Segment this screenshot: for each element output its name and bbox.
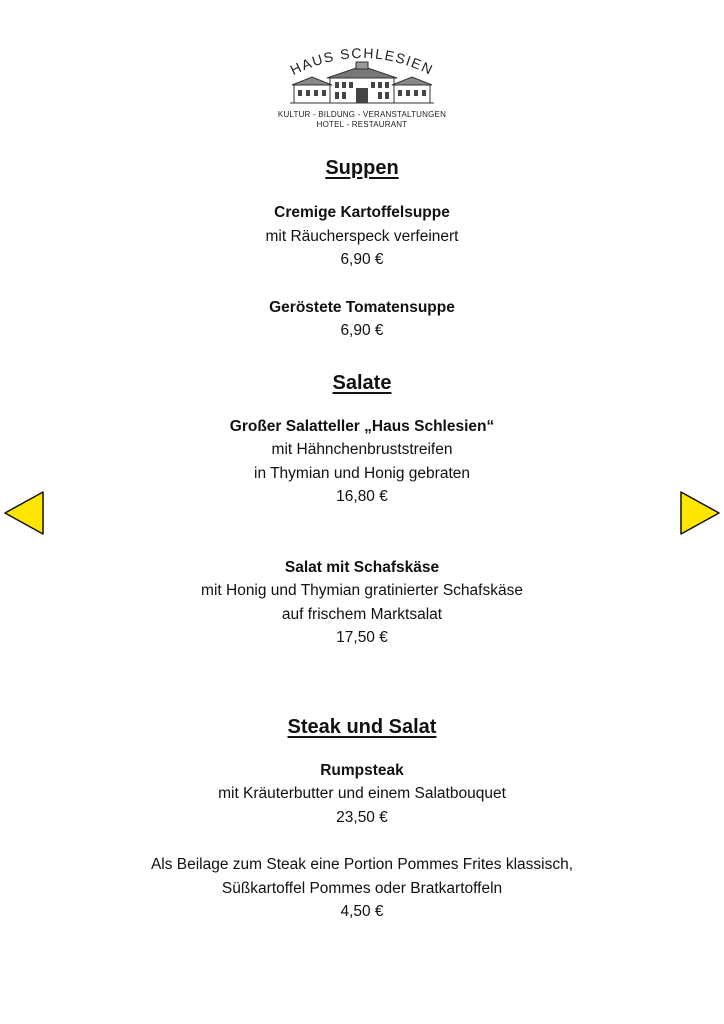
- item-name: Großer Salatteller „Haus Schlesien“: [229, 417, 495, 435]
- menu: [0, 150, 724, 924]
- arrow-left-icon[interactable]: [3, 490, 45, 536]
- item-description: Als Beilage zum Steak eine Portion Pommes Frites klassisch,: [150, 856, 574, 873]
- haus-schlesien-logo-graphic: [282, 40, 442, 110]
- section-title-steak-und-salat: Steak und Salat: [287, 715, 437, 738]
- item-name: Salat mit Schafskäse: [284, 558, 440, 576]
- item-price: 6,90 €: [340, 322, 384, 339]
- arrow-right-icon[interactable]: [679, 490, 721, 536]
- menu-item: [0, 415, 724, 509]
- logo-tagline-1: KULTUR - BILDUNG - VERANSTALTUNGEN: [277, 110, 447, 119]
- item-price: 23,50 €: [336, 808, 388, 826]
- item-name: Cremige Kartoffelsuppe: [274, 204, 450, 221]
- item-description: mit Honig und Thymian gratinierter Schafskäse: [201, 582, 523, 599]
- menu-item-side-dish: [0, 853, 724, 924]
- section-title-suppen: Suppen: [325, 157, 399, 179]
- item-price: 4,50 €: [340, 903, 384, 920]
- item-description: auf frischem Marktsalat: [281, 605, 443, 623]
- item-price: 16,80 €: [336, 488, 388, 505]
- item-description: mit Räucherspeck verfeinert: [265, 227, 459, 245]
- item-description: Süßkartoffel Pommes oder Bratkartoffeln: [221, 879, 503, 897]
- section-title-salate: Salate: [332, 371, 392, 394]
- menu-item: [0, 201, 724, 272]
- item-price: 17,50 €: [336, 629, 388, 646]
- item-description: mit Hähnchenbruststreifen: [271, 441, 453, 458]
- menu-item: [0, 296, 724, 343]
- logo-name: HAUS SCHLESIEN: [287, 44, 437, 79]
- item-name: Geröstete Tomatensuppe: [269, 298, 455, 316]
- logo-tagline-2: HOTEL - RESTAURANT: [316, 120, 408, 129]
- item-name: Rumpsteak: [320, 761, 404, 779]
- menu-item: [0, 759, 724, 830]
- item-price: 6,90 €: [340, 251, 384, 268]
- logo: [272, 40, 452, 140]
- item-description: in Thymian und Honig gebraten: [254, 464, 470, 482]
- item-description: mit Kräuterbutter und einem Salatbouquet: [218, 785, 506, 802]
- menu-item: [0, 556, 724, 650]
